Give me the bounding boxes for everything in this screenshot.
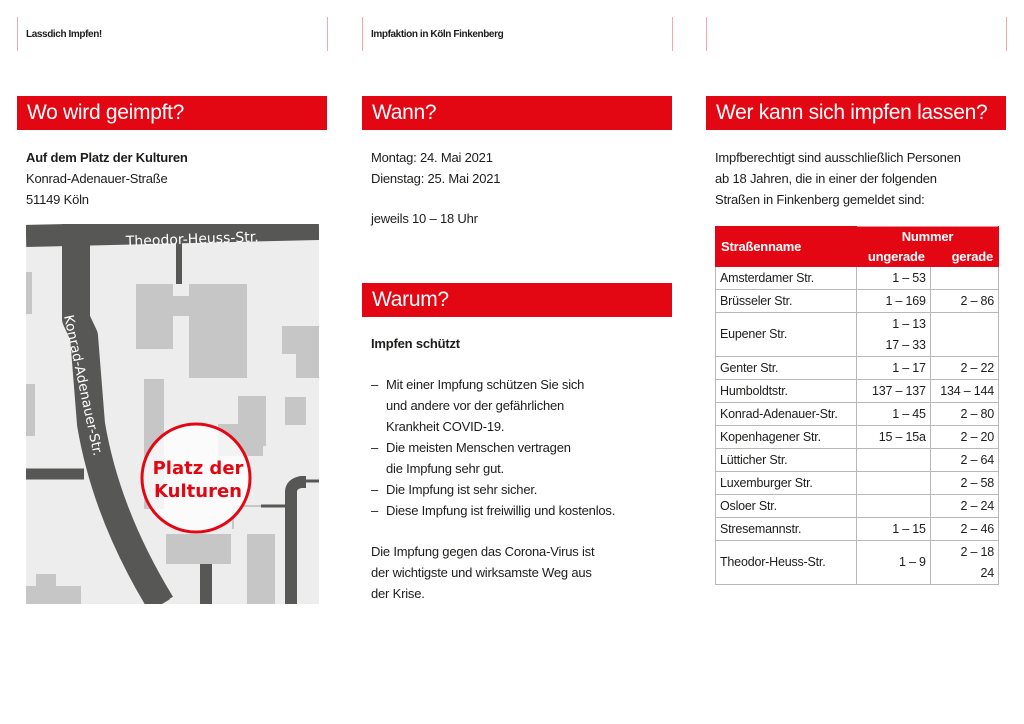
street-row xyxy=(716,495,999,518)
why-bullet-list xyxy=(371,374,671,521)
building xyxy=(26,272,32,314)
where-address xyxy=(26,147,188,210)
odd-numbers xyxy=(857,380,931,403)
odd-numbers-value: 17 – 33 xyxy=(885,337,926,352)
odd-numbers xyxy=(857,403,931,426)
section-title-why: Warum? xyxy=(362,283,672,317)
building xyxy=(285,397,306,425)
bullet-line: Die meisten Menschen vertragen xyxy=(386,440,571,455)
odd-numbers-value: 15 – 15a xyxy=(878,429,926,444)
street-name: Genter Str. xyxy=(716,357,857,380)
even-numbers-value: 134 – 144 xyxy=(940,383,994,398)
marker-label-line2: Kulturen xyxy=(154,481,242,502)
bullet-line: Krankheit COVID-19. xyxy=(386,419,505,434)
even-numbers xyxy=(930,518,998,541)
fold-mark xyxy=(17,17,18,51)
street-name: Konrad-Adenauer-Str. xyxy=(716,403,857,426)
closing-line: der Krise. xyxy=(371,586,425,601)
intro-line: Impfberechtigt sind ausschließlich Personen xyxy=(715,150,961,165)
building xyxy=(282,326,319,354)
even-numbers xyxy=(930,541,998,585)
col-header-street: Straßenname xyxy=(716,227,857,267)
odd-numbers-value: 1 – 13 xyxy=(892,316,926,331)
odd-numbers-value: 1 – 53 xyxy=(892,270,926,285)
fold-mark xyxy=(706,17,707,51)
building xyxy=(26,384,35,414)
bullet-line: Diese Impfung ist freiwillig und kostenlos. xyxy=(386,503,616,518)
map-label-konrad-adenauer: Konrad-Adenauer-Str. xyxy=(60,313,106,458)
odd-numbers xyxy=(857,449,931,472)
bullet-line: Mit einer Impfung schützen Sie sich xyxy=(386,377,585,392)
fold-mark xyxy=(362,17,363,51)
building xyxy=(189,284,247,378)
building xyxy=(166,534,231,564)
building xyxy=(26,586,81,604)
even-numbers-value: 2 – 22 xyxy=(960,360,994,375)
closing-line: der wichtigste und wirksamste Weg aus xyxy=(371,565,592,580)
street-name: Humboldtstr. xyxy=(716,380,857,403)
building xyxy=(173,296,189,316)
street-name: Theodor-Heuss-Str. xyxy=(716,541,857,585)
even-numbers-value: 2 – 18 xyxy=(960,544,994,559)
why-closing-text xyxy=(371,541,671,604)
odd-numbers xyxy=(857,518,931,541)
building xyxy=(247,534,275,604)
even-numbers xyxy=(930,495,998,518)
building xyxy=(296,354,319,378)
street-row xyxy=(716,290,999,313)
why-subtitle: Impfen schützt xyxy=(371,336,460,351)
marker-label-line1: Platz der xyxy=(152,458,244,479)
odd-numbers-value: 1 – 9 xyxy=(898,555,926,569)
bullet-line: und andere vor der gefährlichen xyxy=(386,398,565,413)
street-name: Brüsseler Str. xyxy=(716,290,857,313)
even-numbers xyxy=(930,380,998,403)
section-title-when: Wann? xyxy=(362,96,672,130)
odd-numbers xyxy=(857,357,931,380)
location-map xyxy=(26,224,319,604)
why-bullet xyxy=(371,437,671,479)
bullet-line: die Impfung sehr gut. xyxy=(386,461,504,476)
why-content xyxy=(371,333,671,604)
odd-numbers-value: 1 – 169 xyxy=(885,293,926,308)
col-header-odd: ungerade xyxy=(857,247,931,267)
bullet-line: Die Impfung ist sehr sicher. xyxy=(386,482,538,497)
street-row xyxy=(716,449,999,472)
street-row xyxy=(716,472,999,495)
even-numbers xyxy=(930,290,998,313)
when-dates xyxy=(371,147,500,229)
who-intro-text xyxy=(715,147,1010,210)
why-bullet xyxy=(371,374,671,437)
even-numbers-value: 2 – 64 xyxy=(960,452,994,467)
why-bullet xyxy=(371,500,671,521)
fold-mark xyxy=(1006,17,1007,51)
odd-numbers xyxy=(857,472,931,495)
even-numbers-value: 24 xyxy=(980,565,994,580)
odd-numbers xyxy=(857,495,931,518)
street-row xyxy=(716,403,999,426)
even-numbers-value: 2 – 80 xyxy=(960,406,994,421)
odd-numbers xyxy=(857,267,931,290)
street-name: Osloer Str. xyxy=(716,495,857,518)
section-title-who: Wer kann sich impfen lassen? xyxy=(706,96,1006,130)
running-head-left: Lassdich Impfen! xyxy=(26,29,102,40)
building xyxy=(136,284,173,349)
fold-mark xyxy=(672,17,673,51)
place-name: Auf dem Platz der Kulturen xyxy=(26,150,188,165)
even-numbers-value: 2 – 58 xyxy=(960,475,994,490)
street-name: Lütticher Str. xyxy=(716,449,857,472)
street-name: Stresemannstr. xyxy=(716,518,857,541)
odd-numbers-value: 1 – 15 xyxy=(892,521,926,536)
even-numbers xyxy=(930,357,998,380)
odd-numbers xyxy=(857,290,931,313)
odd-numbers xyxy=(857,426,931,449)
even-numbers-value: 2 – 20 xyxy=(960,429,994,444)
date-day2: Dienstag: 25. Mai 2021 xyxy=(371,171,501,186)
building xyxy=(26,414,35,436)
street-row xyxy=(716,313,999,357)
even-numbers xyxy=(930,313,998,357)
fold-mark xyxy=(327,17,328,51)
street-row xyxy=(716,267,999,290)
intro-line: ab 18 Jahren, die in einer der folgenden xyxy=(715,171,937,186)
street-name: Kopenhagener Str. xyxy=(716,426,857,449)
street-row xyxy=(716,357,999,380)
opening-hours: jeweils 10 – 18 Uhr xyxy=(371,211,478,226)
street-name: Eupener Str. xyxy=(716,313,857,357)
odd-numbers-value: 1 – 17 xyxy=(892,360,926,375)
even-numbers xyxy=(930,472,998,495)
even-numbers xyxy=(930,267,998,290)
col-header-even: gerade xyxy=(930,247,998,267)
odd-numbers xyxy=(857,541,931,585)
city: 51149 Köln xyxy=(26,192,89,207)
map-label-theodor-heuss: Theodor-Heuss-Str. xyxy=(125,229,259,250)
street-row xyxy=(716,518,999,541)
street-name: Amsterdamer Str. xyxy=(716,267,857,290)
odd-numbers-value: 1 – 45 xyxy=(892,406,926,421)
closing-line: Die Impfung gegen das Corona-Virus ist xyxy=(371,544,595,559)
street-table-body xyxy=(716,267,999,585)
even-numbers xyxy=(930,426,998,449)
odd-numbers-value: 137 – 137 xyxy=(871,383,926,398)
col-header-number: Nummer xyxy=(857,227,999,247)
date-day1: Montag: 24. Mai 2021 xyxy=(371,150,493,165)
street-row xyxy=(716,380,999,403)
even-numbers-value: 2 – 24 xyxy=(960,498,994,513)
street-row xyxy=(716,541,999,585)
street-name: Luxemburger Str. xyxy=(716,472,857,495)
intro-line: Straßen in Finkenberg gemeldet sind: xyxy=(715,192,925,207)
even-numbers-value: 2 – 46 xyxy=(960,521,994,536)
even-numbers-value: 2 – 86 xyxy=(960,293,994,308)
even-numbers xyxy=(930,403,998,426)
why-bullet xyxy=(371,479,671,500)
street-table xyxy=(715,226,999,585)
street-address: Konrad-Adenauer-Straße xyxy=(26,171,168,186)
even-numbers xyxy=(930,449,998,472)
odd-numbers xyxy=(857,313,931,357)
street-row xyxy=(716,426,999,449)
running-head-middle: Impfaktion in Köln Finkenberg xyxy=(371,29,504,40)
section-title-where: Wo wird geimpft? xyxy=(17,96,327,130)
